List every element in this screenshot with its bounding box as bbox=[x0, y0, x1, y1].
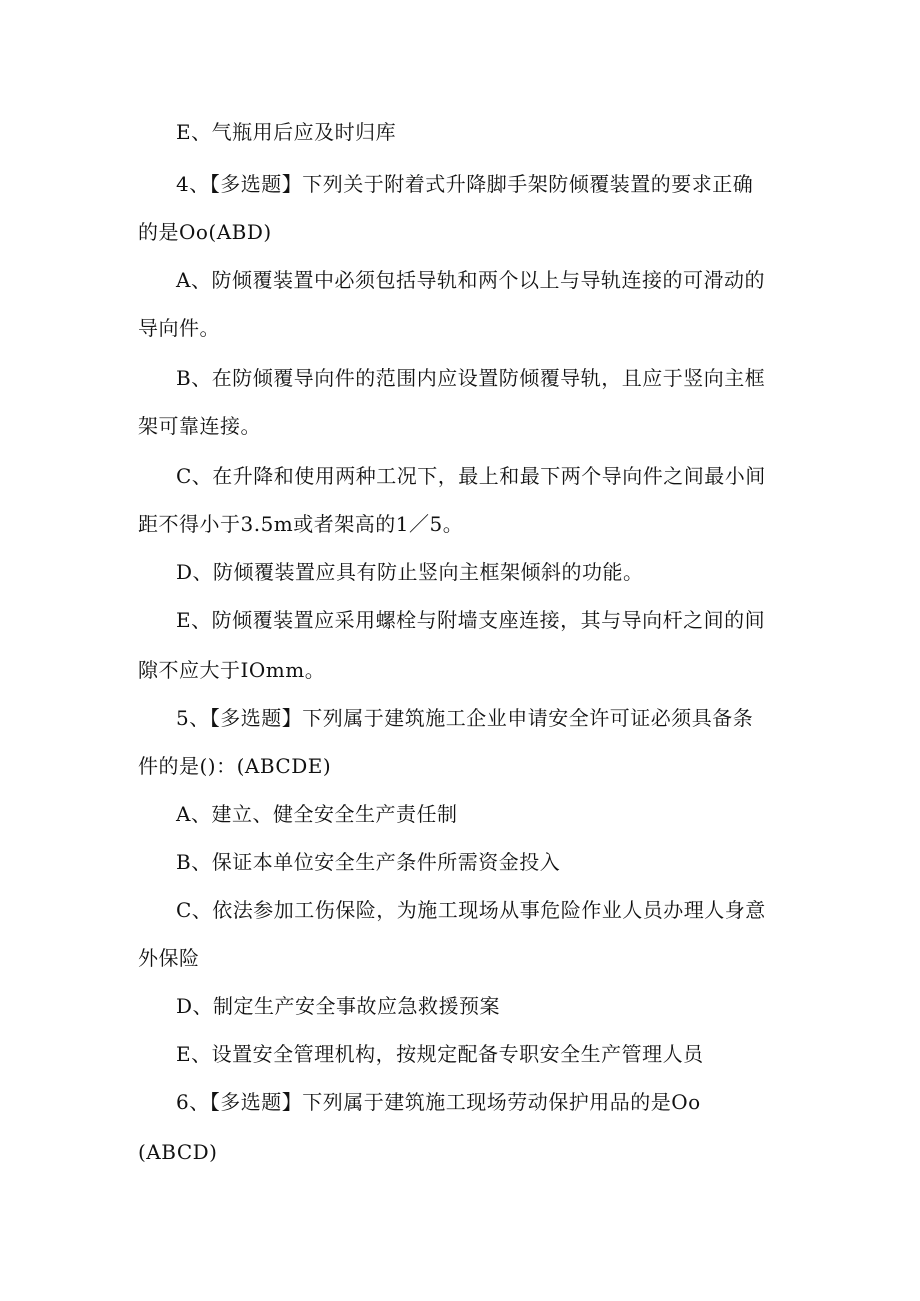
option-5c-line-2: 外保险 bbox=[138, 946, 200, 970]
option-4c-line-2: 距不得小于3.5m或者架高的1／5。 bbox=[138, 512, 464, 536]
option-5a-line: A、建立、健全安全生产责任制 bbox=[176, 802, 458, 826]
answer-e-line: E、气瓶用后应及时归库 bbox=[176, 120, 397, 144]
option-4a-line-2: 导向件。 bbox=[138, 316, 220, 340]
question-4-line-1: 4、【多选题】下列关于附着式升降脚手架防倾覆装置的要求正确 bbox=[176, 172, 754, 196]
question-5-line-2: 件的是()：(ABCDE) bbox=[138, 754, 332, 778]
option-4a-line-1: A、防倾覆装置中必须包括导轨和两个以上与导轨连接的可滑动的 bbox=[176, 268, 765, 292]
option-5d-line: D、制定生产安全事故应急救援预案 bbox=[176, 994, 501, 1018]
question-5-line-1: 5、【多选题】下列属于建筑施工企业申请安全许可证必须具备条 bbox=[176, 706, 754, 730]
option-4d-line: D、防倾覆装置应具有防止竖向主框架倾斜的功能。 bbox=[176, 560, 644, 584]
option-4e-line-2: 隙不应大于IOmm。 bbox=[138, 658, 326, 682]
question-6-line-1: 6、【多选题】下列属于建筑施工现场劳动保护用品的是Oo bbox=[176, 1090, 701, 1114]
option-4b-line-2: 架可靠连接。 bbox=[138, 414, 261, 438]
question-4-line-2: 的是Oo(ABD) bbox=[138, 220, 272, 244]
option-5c-line-1: C、依法参加工伤保险，为施工现场从事危险作业人员办理人身意 bbox=[176, 898, 766, 922]
option-5b-line: B、保证本单位安全生产条件所需资金投入 bbox=[176, 850, 561, 874]
question-6-line-2: (ABCD) bbox=[138, 1140, 218, 1164]
option-5e-line: E、设置安全管理机构，按规定配备专职安全生产管理人员 bbox=[176, 1042, 704, 1066]
option-4e-line-1: E、防倾覆装置应采用螺栓与附墙支座连接，其与导向杆之间的间 bbox=[176, 608, 766, 632]
option-4c-line-1: C、在升降和使用两种工况下，最上和最下两个导向件之间最小间 bbox=[176, 464, 766, 488]
option-4b-line-1: B、在防倾覆导向件的范围内应设置防倾覆导轨，且应于竖向主框 bbox=[176, 366, 766, 390]
